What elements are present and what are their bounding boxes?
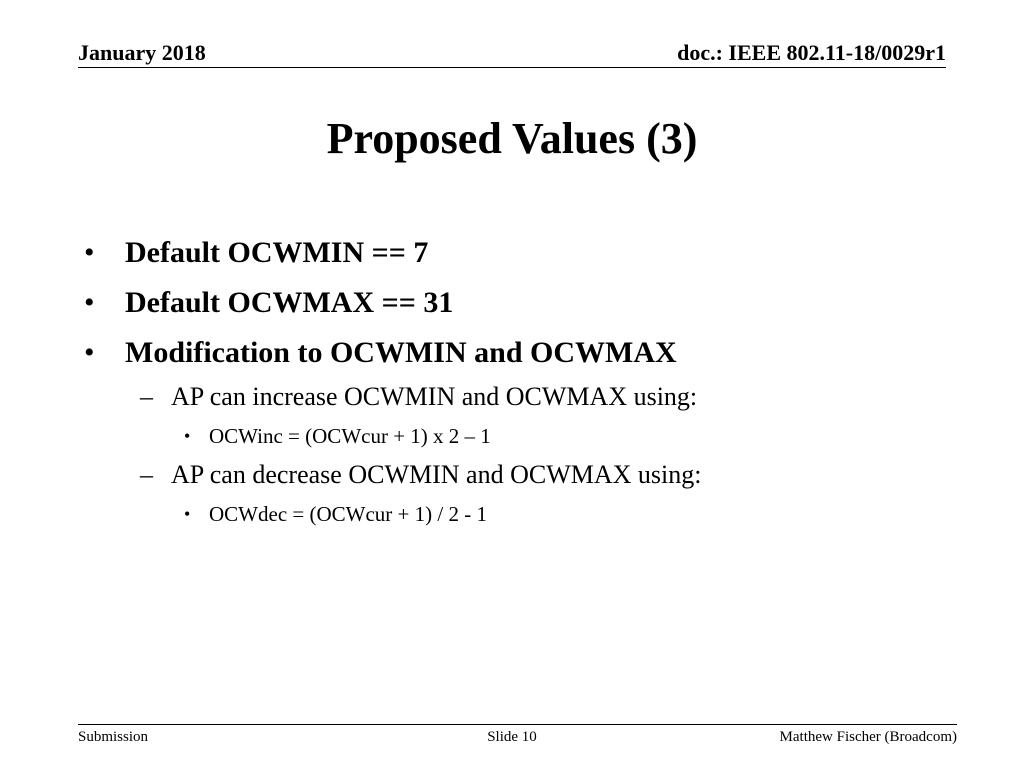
bullet-item [84, 328, 964, 378]
formula-text: OCWinc = (OCWcur + 1) x 2 – 1 [209, 424, 491, 448]
formula-text: OCWdec = (OCWcur + 1) / 2 - 1 [209, 502, 487, 526]
dash-marker-icon: – [140, 460, 153, 489]
footer-author: Matthew Fischer (Broadcom) [779, 729, 957, 745]
bullet-item [84, 228, 964, 278]
bullet-text: Default OCWMAX == 31 [125, 286, 454, 319]
bullet-marker-icon: • [184, 504, 191, 524]
sub-bullet-text: AP can increase OCWMIN and OCWMAX using: [171, 382, 698, 411]
sub-bullet-text: AP can decrease OCWMIN and OCWMAX using: [171, 460, 702, 489]
slide-title: Proposed Values (3) [326, 114, 698, 163]
bullet-marker-icon: • [84, 286, 95, 319]
sub-bullet-item [84, 456, 964, 494]
header-date: January 2018 [78, 40, 206, 65]
bullet-marker-icon: • [84, 236, 95, 269]
sub-bullet-item [84, 378, 964, 416]
formula-item [84, 416, 964, 456]
header-divider [78, 67, 946, 68]
dash-marker-icon: – [140, 382, 153, 411]
bullet-item [84, 278, 964, 328]
formula-item [84, 494, 964, 534]
footer-slide-number: Slide 10 [487, 729, 537, 745]
bullet-marker-icon: • [84, 336, 95, 369]
footer-submission: Submission [78, 729, 149, 745]
bullet-text: Modification to OCWMIN and OCWMAX [125, 336, 677, 369]
bullet-text: Default OCWMIN == 7 [125, 236, 429, 269]
slide-body [84, 228, 964, 534]
footer-divider [78, 724, 957, 725]
header-doc-id: doc.: IEEE 802.11-18/0029r1 [677, 40, 946, 65]
bullet-marker-icon: • [184, 426, 191, 446]
